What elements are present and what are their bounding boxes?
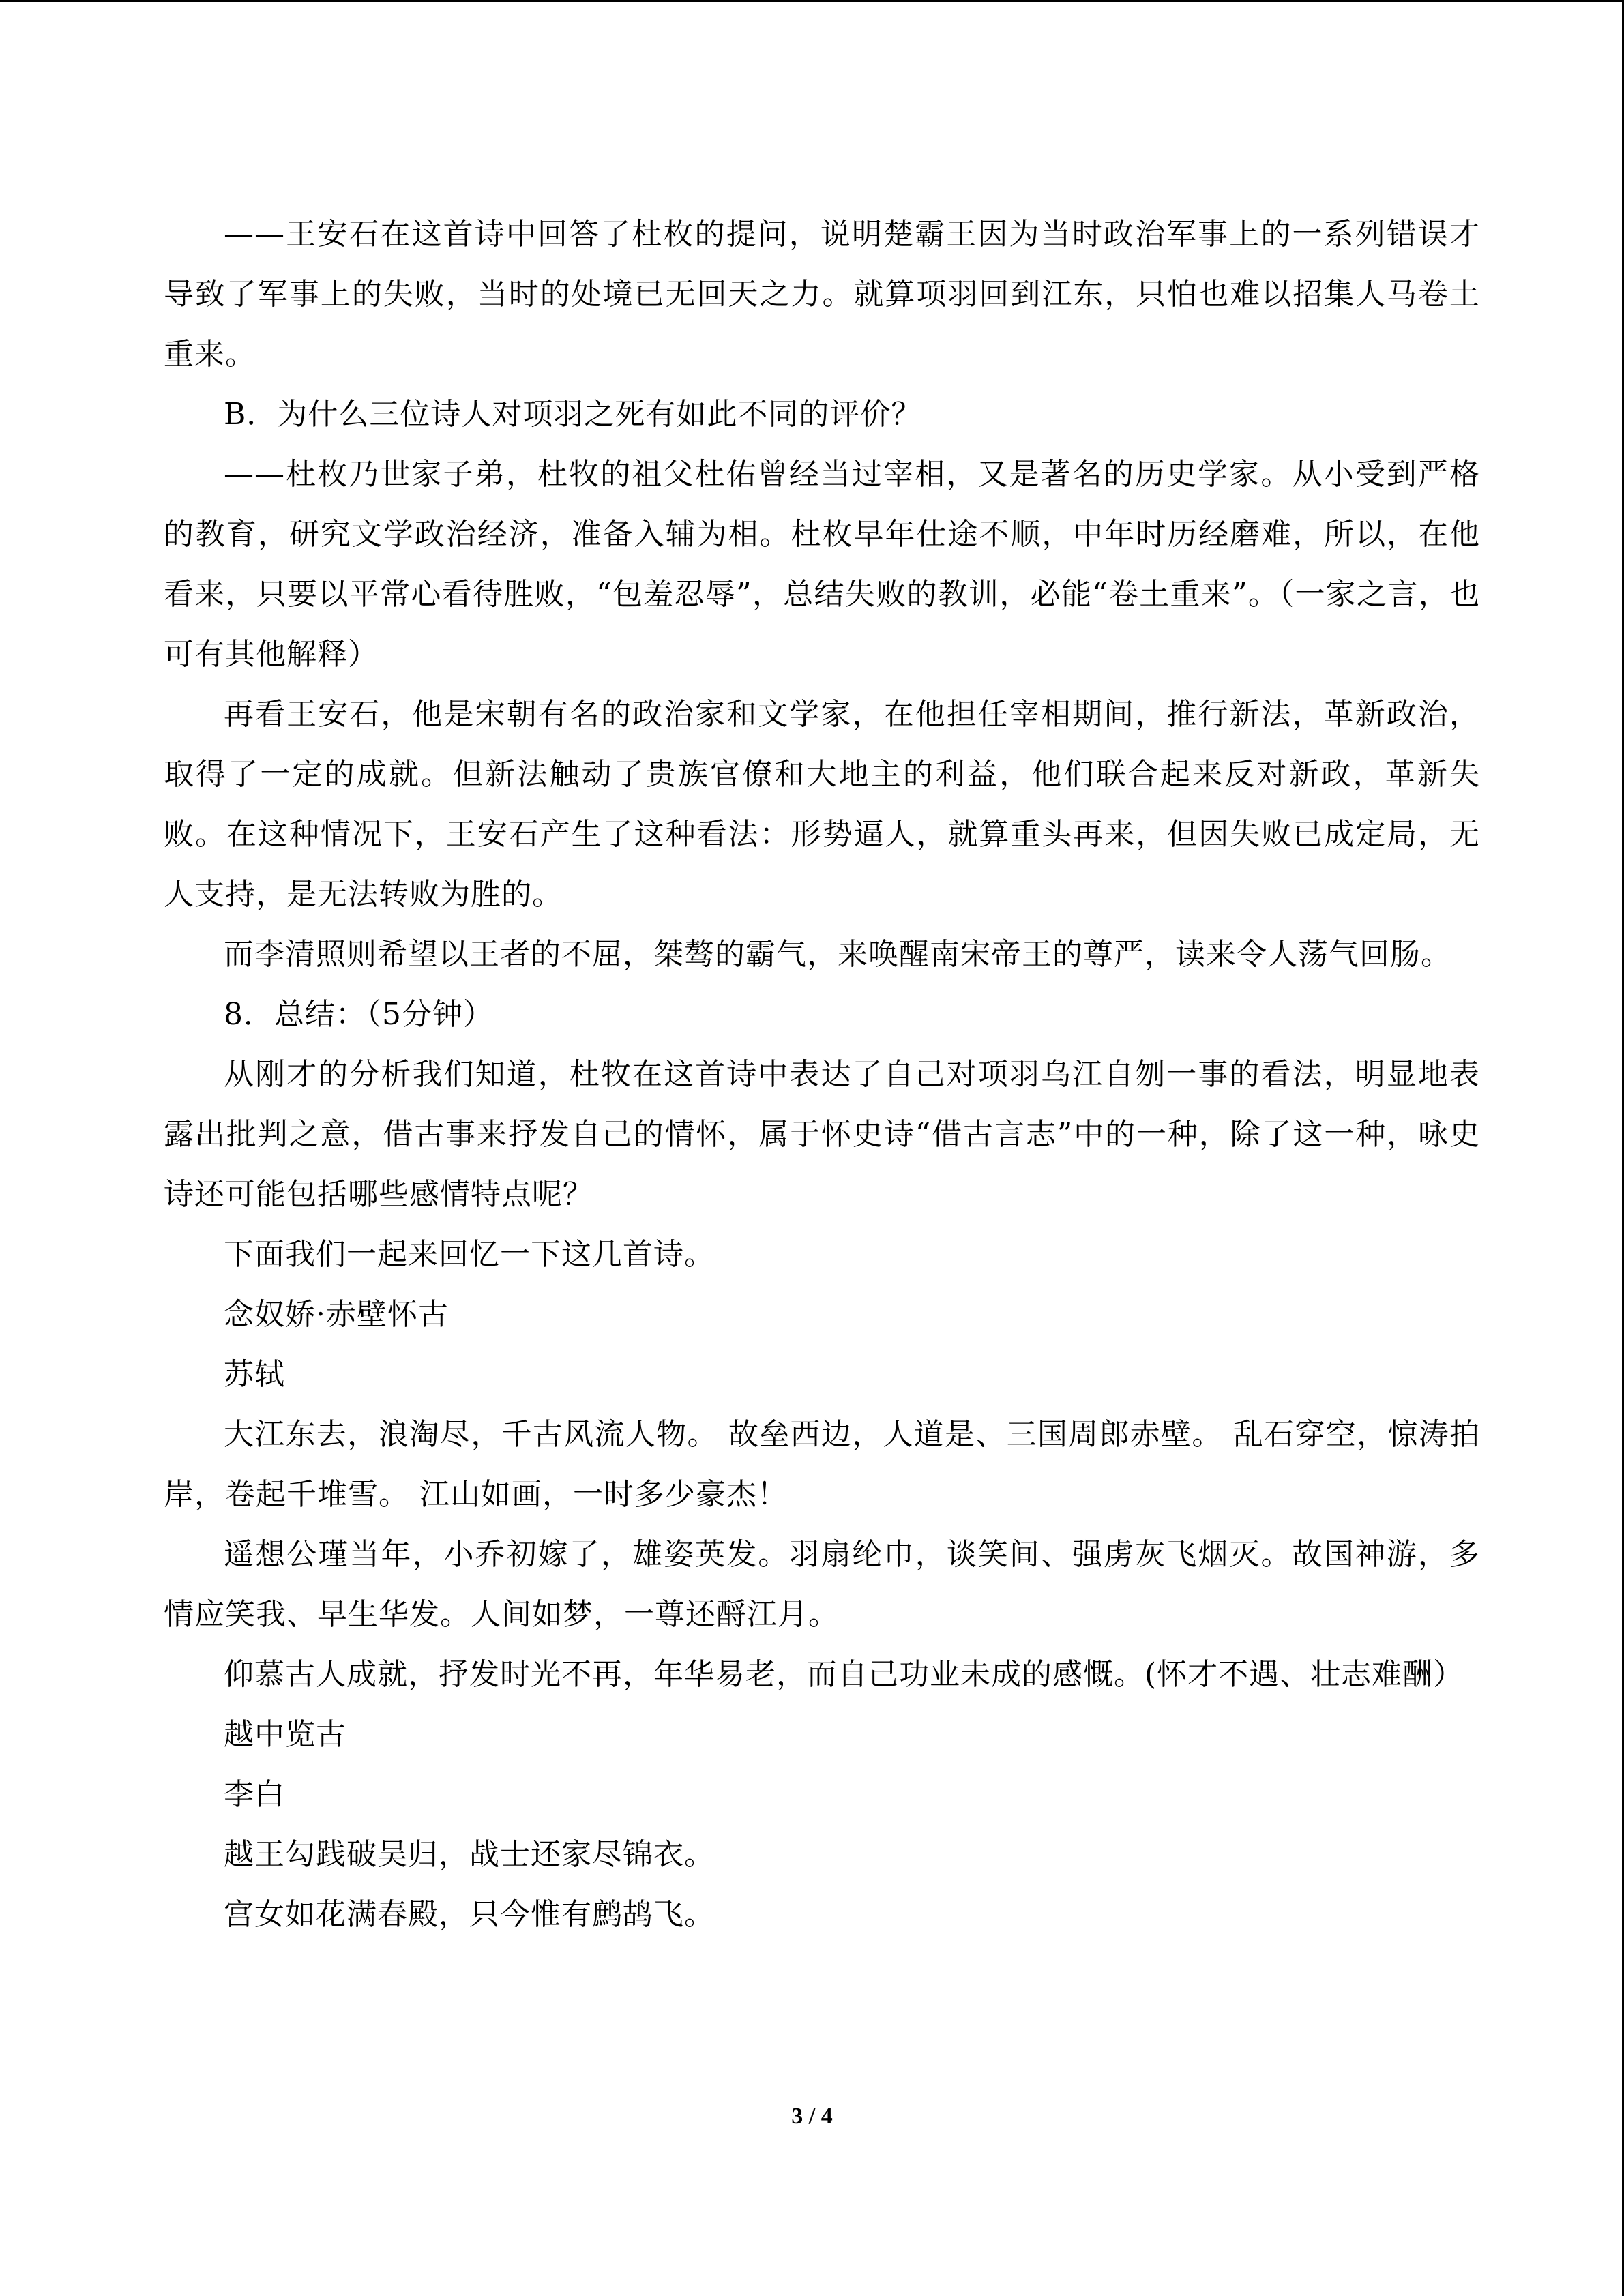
section-heading-summary: 8．总结：（5分钟） [224, 997, 494, 1032]
poem-stanza-2: 遥想公瑾当年，小乔初嫁了，雄姿英发。羽扇纶巾，谈笑间、强虏灰飞烟灭。故国神游，多情应笑我、早生华发。人间如梦，一尊还酹江月。 [164, 1537, 1480, 1632]
poem-line-2: 宫女如花满春殿，只今惟有鹧鸪飞。 [224, 1897, 715, 1932]
paragraph-du-mu-background: ——杜枚乃世家子弟，杜牧的祖父杜佑曾经当过宰相，又是著名的历史学家。从小受到严格的教育，研究文学政治经济，准备入辅为相。杜枚早年仕途不顺，中年时历经磨难，所以，在他看来，只要以平常心看待胜败，“包羞忍辱”，总结失败的教训，必能“卷土重来”。（一家之言，也可有其他解释） [164, 457, 1480, 672]
document-body [164, 205, 1480, 1945]
paragraph-summary: 从刚才的分析我们知道，杜牧在这首诗中表达了自己对项羽乌江自刎一事的看法，明显地表露出批判之意，借古事来抒发自己的情怀，属于怀史诗“借古言志”中的一种，除了这一种，咏史诗还可能包括哪些感情特点呢？ [164, 1057, 1480, 1212]
paragraph-wang-anshi-answer: ——王安石在这首诗中回答了杜枚的提问，说明楚霸王因为当时政治军事上的一系列错误才导致了军事上的失败，当时的处境已无回天之力。就算项羽回到江东，只怕也难以招集人马卷土重来。 [164, 217, 1480, 372]
poem-line-1: 越王勾践破吴归，战士还家尽锦衣。 [224, 1837, 715, 1872]
poem-stanza-1: 大江东去，浪淘尽，千古风流人物。 故垒西边，人道是、三国周郎赤壁。 乱石穿空，惊涛拍岸，卷起千堆雪。 江山如画，一时多少豪杰！ [164, 1417, 1480, 1512]
poem-commentary: 仰慕古人成就，抒发时光不再，年华易老，而自己功业未成的感慨。(怀才不遇、壮志难酬） [224, 1657, 1464, 1692]
question-b: B．为什么三位诗人对项羽之死有如此不同的评价？ [224, 397, 922, 432]
page-number: 3 / 4 [791, 2104, 833, 2129]
paragraph-wang-anshi-background: 再看王安石，他是宋朝有名的政治家和文学家，在他担任宰相期间，推行新法，革新政治，取得了一定的成就。但新法触动了贵族官僚和大地主的利益，他们联合起来反对新政，革新失败。在这种情况下，王安石产生了这种看法：形势逼人，就算重头再来，但因失败已成定局，无人支持，是无法转败为胜的。 [164, 697, 1480, 912]
poem-title-yuezhong: 越中览古 [224, 1717, 346, 1752]
poem-author-li-bai: 李白 [224, 1777, 285, 1812]
poem-author-su-shi: 苏轼 [224, 1357, 285, 1392]
paragraph-li-qingzhao: 而李清照则希望以王者的不屈，桀骜的霸气，来唤醒南宋帝王的尊严，读来令人荡气回肠。 [224, 937, 1451, 972]
poem-title-niannujiao: 念奴娇·赤壁怀古 [224, 1297, 449, 1332]
paragraph-recall-intro: 下面我们一起来回忆一下这几首诗。 [224, 1237, 715, 1272]
